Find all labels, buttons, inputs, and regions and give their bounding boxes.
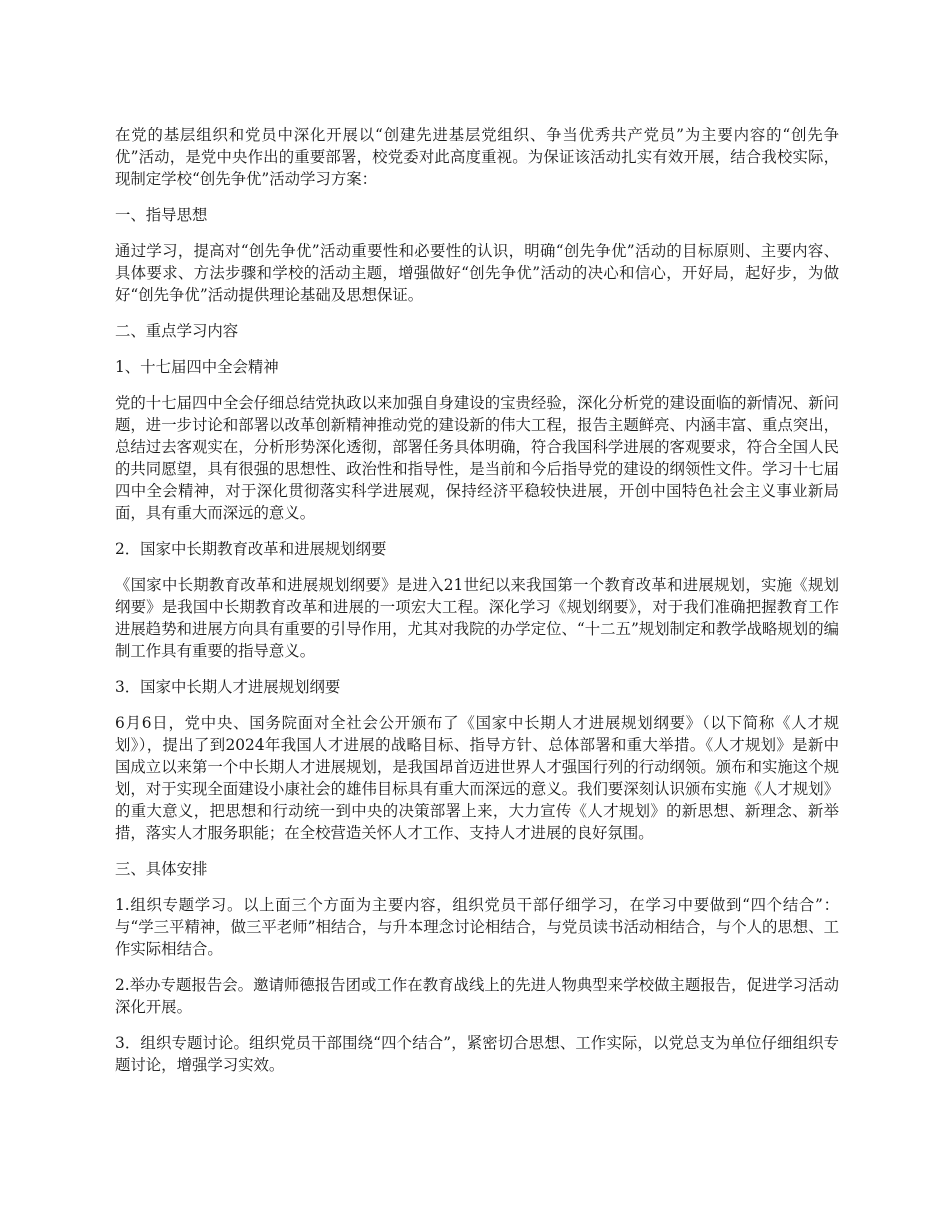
fourth-plenum-paragraph: 党的十七届四中全会仔细总结党执政以来加强自身建设的宝贵经验，深化分析党的建设面临的新情况、新问题，进一步讨论和部署以改革创新精神推动党的建设新的伟大工程，报告主题鲜亮、内涵丰富、重点突出，总结过去客观实在，分析形势深化透彻，部署任务具体明确，符合我国科学进展的客观要求，符合全国人民的共同愿望，具有很强的思想性、政治性和指导性，是当前和今后指导党的建设的纲领性文件。学习十七届四中全会精神，对于深化贯彻落实科学进展观，保持经济平稳较快进展，开创中国特色社会主义事业新局面，具有重大而深远的意义。 (115, 394, 839, 522)
document-body (115, 124, 839, 1090)
intro-paragraph: 在党的基层组织和党员中深化开展以“创建先进基层党组织、争当优秀共产党员”为主要内容的“创先争优”活动，是党中央作出的重要部署，校党委对此高度重视。为保证该活动扎实有效开展，结合我校实际，现制定学校“创先争优”活动学习方案： (115, 126, 839, 188)
section-heading-guiding-ideology: 一、指导思想 (115, 206, 208, 224)
guiding-ideology-paragraph: 通过学习，提高对“创先争优”活动重要性和必要性的认识，明确“创先争优”活动的目标原则、主要内容、具体要求、方法步骤和学校的活动主题，增强做好“创先争优”活动的决心和信心，开好局，起好步，为做好“创先争优”活动提供理论基础及思想保证。 (115, 242, 839, 304)
arrangement-item-2: 2.举办专题报告会。邀请师德报告团或工作在教育战线上的先进人物典型来学校做主题报告，促进学习活动深化开展。 (115, 976, 839, 1016)
section-heading-arrangements: 三、具体安排 (115, 860, 208, 878)
talent-plan-paragraph: 6月6日，党中央、国务院面对全社会公开颁布了《国家中长期人才进展规划纲要》（以下简称《人才规划》），提出了到2024年我国人才进展的战略目标、指导方针、总体部署和重大举措。《人才规划》是新中国成立以来第一个中长期人才进展规划，是我国昂首迈进世界人才强国行列的行动纲领。颁布和实施这个规划，对于实现全面建设小康社会的雄伟目标具有重大而深远的意义。我们要深刻认识颁布实施《人才规划》的重大意义，把思想和行动统一到中央的决策部署上来，大力宣传《人才规划》的新思想、新理念、新举措，落实人才服务职能；在全校营造关怀人才工作、支持人才进展的良好氛围。 (115, 714, 839, 842)
arrangement-item-3: 3．组织专题讨论。组织党员干部围绕“四个结合”，紧密切合思想、工作实际，以党总支为单位仔细组织专题讨论，增强学习实效。 (115, 1034, 839, 1074)
section-heading-key-content: 二、重点学习内容 (115, 322, 239, 340)
subheading-education-plan: 2．国家中长期教育改革和进展规划纲要 (115, 540, 387, 558)
subheading-fourth-plenum: 1、十七届四中全会精神 (115, 358, 279, 376)
arrangement-item-1: 1.组织专题学习。以上面三个方面为主要内容，组织党员干部仔细学习，在学习中要做到“四个结合”：与“学三平精神，做三平老师”相结合，与升本理念讨论相结合，与党员读书活动相结合，与个人的思想、工作实际相结合。 (115, 896, 839, 958)
subheading-talent-plan: 3．国家中长期人才进展规划纲要 (115, 678, 341, 696)
education-plan-paragraph: 《国家中长期教育改革和进展规划纲要》是进入21世纪以来我国第一个教育改革和进展规划，实施《规划纲要》是我国中长期教育改革和进展的一项宏大工程。深化学习《规划纲要》，对于我们准确把握教育工作进展趋势和进展方向具有重要的引导作用，尤其对我院的办学定位、“十二五”规划制定和教学战略规划的编制工作具有重要的指导意义。 (115, 576, 839, 660)
